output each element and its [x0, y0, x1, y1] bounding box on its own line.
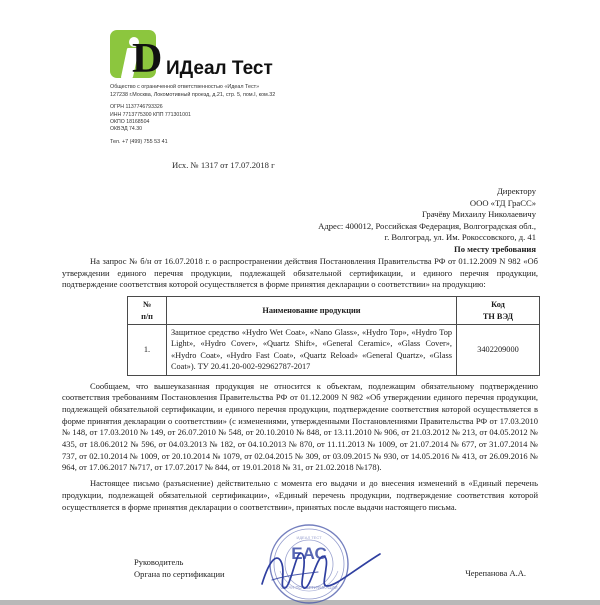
table-header-number-line1: №	[142, 300, 152, 310]
svg-text:ИДЕАЛ ТЕСТ: ИДЕАЛ ТЕСТ	[296, 535, 322, 540]
addressee-title: Директору	[496, 186, 536, 196]
table-header-row	[128, 297, 540, 325]
official-stamp-icon	[268, 523, 350, 605]
company-address: 127238 г.Москва, Локомотивный проезд, д.21, стр. 5, пом.I, ком.32	[110, 91, 276, 98]
registration-inn-kpp: ИНН 7713775300 КПП 771301001	[110, 111, 191, 118]
addressee-delivery-note: По месту требования	[454, 243, 536, 254]
company-name: Общество с ограниченной ответственностью «Идеал Тест»	[110, 84, 260, 90]
table-header-code-line2: ТН ВЭД	[482, 311, 514, 321]
table-header-code-line1: Код	[491, 300, 505, 310]
addressee-person: Грачёву Михаилу Николаевичу	[421, 209, 536, 220]
addressee-address-line1: Адрес: 400012, Российская Федерация, Волгоградская обл.,	[318, 220, 536, 231]
logo-wordmark: ИДеал Тест	[166, 58, 273, 79]
table-row	[128, 324, 540, 375]
table-cell-code: 3402209000	[457, 324, 540, 375]
table-header-name: Наименование продукции	[167, 297, 457, 325]
addressee-block	[268, 186, 536, 256]
company-phone: Тел. +7 (499) 755 53 41	[110, 138, 168, 145]
handwritten-signature	[256, 540, 386, 598]
stamp-text: ЕАС	[291, 544, 327, 563]
letter-body	[62, 256, 538, 517]
ideal-test-logo-icon	[110, 30, 162, 84]
signatory-role-line1: Руководитель	[134, 557, 184, 567]
table-cell-number: 1.	[128, 324, 167, 375]
body-paragraph-2: Сообщаем, что вышеуказанная продукция не относится к объектам, подлежащим обязательному подтверждению соответствия требованиям Постановления Правительства РФ от 01.12.2009 N 982 «Об утверждении единого перечня продукции, подлежащей обязательной сертификации, и единого перечня продукции, подтверждение соответствия которой осуществляется в форме принятия декларации о соответствии» (с изменениями, утвержденными Постановлениями Правительства РФ от 17.03.2010 № 148, от 17.03.2010 № 149, от 26.07.2010 № 548, от 20.10.2010 № 848, от 13.11.2010 № 906, от 21.03.2012 № 213, от 04.05.2012 № 435, от 18.06.2012 № 596, от 04.03.2013 № 182, от 04.10.2013 № 870, от 11.11.2013 № 1009, от 21.07.2014 № 677, от 31.07.2014 № 737, от 02.10.2014 № 1009, от 20.10.2014 № 1079, от 02.04.2015 № 309, от 03.09.2015 № 930, от 14.05.2016 № 413, от 26.09.2016 № 964, от 17.06.2017 №717, от 17.07.2017 № 844, от 19.01.2018 № 31, от 21.02.2018 №178).	[62, 380, 538, 473]
table-header-number	[128, 297, 167, 325]
table-header-number-line2: п/п	[141, 311, 153, 321]
body-paragraph-3: Настоящее письмо (разъяснение) действительно с момента его выдачи и до внесения изменений в «Единый перечень продукции, подлежащей обязательной сертификации», «Единый перечень продукции, подтверждение соответствия которой осуществляется в форме принятия декларации о соответствии», принятых после выдачи настоящего письма.	[62, 478, 538, 512]
svg-text:ОРГАН ПО СЕРТИФИКАЦИИ: ОРГАН ПО СЕРТИФИКАЦИИ	[280, 585, 338, 590]
registration-block	[110, 104, 410, 134]
body-paragraph-1: На запрос № б/н от 16.07.2018 г. о распространении действия Постановления Правительства РФ от 01.12.2009 N 982 «Об утверждении единого перечня продукции, подлежащей обязательной сертификации, и единого перечня продукции, подтверждение соответствия которой осуществляется в форме принятия декларации о соответствии» на продукцию:	[62, 256, 538, 290]
registration-okved: ОКВЭД 74.30	[110, 126, 143, 133]
reference-number: Исх. № 1317 от 17.07.2018 г	[172, 160, 275, 170]
signatory-name: Черепанова А.А.	[465, 568, 526, 578]
table-cell-product-name: Защитное средство «Hydro Wet Coat», «Nano Glass», «Hydro Top», «Hydro Top Light», «Hydro Cover», «Quartz Shift», «General Ceramic», «Glass Cover», «Hydro Coat», «Hydro Fast Coat», «Quartz Reload» «General Quartz», «Glass Coat»). ТУ 20.41.20-002-92962787-2017	[167, 324, 457, 375]
signatory-role	[134, 556, 225, 580]
logo-letter-d: D	[132, 36, 163, 82]
table-header-code	[457, 297, 540, 325]
addressee-company: ООО «ТД ГраСС»	[469, 197, 536, 208]
signatory-role-line2: Органа по сертификации	[134, 569, 225, 579]
company-logo	[110, 26, 410, 84]
letterhead	[110, 26, 410, 146]
addressee-address-line2: г. Волгоград, ул. Им. Рокоссовского, д. 41	[384, 232, 536, 243]
product-table	[127, 296, 540, 375]
registration-okpo: ОКПО 18168504	[110, 119, 150, 125]
registration-ogrn: ОГРН 1137746793326	[110, 104, 163, 111]
